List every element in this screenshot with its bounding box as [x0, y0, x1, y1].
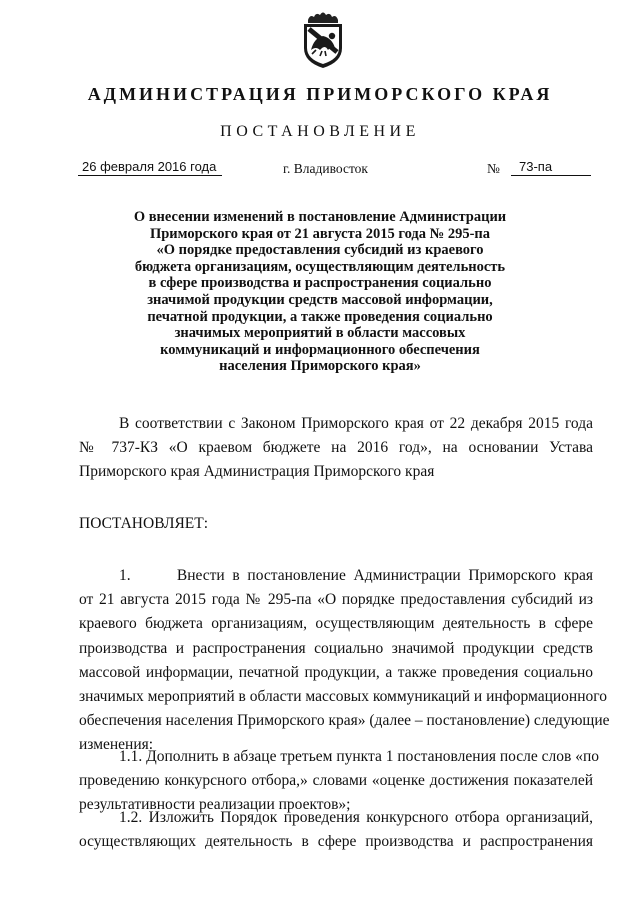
item-1-2-line: 1.2. Изложить Порядок проведения конкурсного отбора организаций,: [119, 809, 593, 826]
item-1-line: краевого бюджета организациям, осуществляющим деятельность в сфере: [79, 615, 593, 633]
title-line: коммуникаций и информационного обеспечения: [160, 341, 480, 358]
document-city: г. Владивосток: [283, 161, 368, 176]
item-1-paragraph: [79, 564, 610, 758]
item-1-line: обеспечения населения Приморского края» (далее – постановление) следующие: [79, 712, 610, 730]
resolves-text: ПОСТАНОВЛЯЕТ:: [79, 515, 209, 532]
title-line: Приморского края от 21 августа 2015 года № 295-па: [149, 225, 491, 242]
basis-line: В соответствии с Законом Приморского края от 22 декабря 2015 года: [119, 415, 593, 432]
item-1-2-line: осуществляющих деятельность в сфере производства и распространения: [79, 833, 593, 851]
title-line: печатной продукции, а также проведения социально: [147, 308, 493, 325]
basis-paragraph: [79, 412, 593, 485]
document-title: [130, 209, 510, 375]
organization-name: АДМИНИСТРАЦИЯ ПРИМОРСКОГО КРАЯ: [87, 84, 553, 104]
item-1-1-line: результативности реализации проектов»;: [79, 796, 351, 814]
item-1-line: значимых мероприятий в области массовых коммуникаций и информационного: [79, 688, 607, 706]
basis-line: Приморского края Администрация Приморского края: [79, 463, 435, 481]
item-1-line: массовой информации, печатной продукции, а также проведения социально: [79, 663, 593, 681]
item-1-line: 1. Внести в постановление Администрации Приморского края: [119, 567, 593, 584]
title-line: населения Приморского края»: [219, 358, 421, 375]
basis-line: № 737-КЗ «О краевом бюджете на 2016 год», на основании Устава: [79, 439, 593, 457]
coat-of-arms-emblem: [298, 6, 348, 70]
item-1-line: от 21 августа 2015 года № 295-па «О порядке предоставления субсидий из: [79, 591, 593, 609]
title-line: значимых мероприятий в области массовых: [174, 325, 466, 342]
title-line: О внесении изменений в постановление Администрации: [133, 209, 507, 225]
item-1-line: производства и распространения социально значимой продукции средств: [79, 639, 593, 657]
resolves-heading: [79, 512, 593, 536]
title-line: «О порядке предоставления субсидий из краевого: [156, 242, 484, 259]
item-1-1-line: 1.1. Дополнить в абзаце третьем пункта 1 постановления после слов «по: [119, 748, 600, 765]
document-type: ПОСТАНОВЛЕНИЕ: [220, 123, 420, 140]
document-number: 73-па: [511, 159, 591, 176]
title-line: бюджета организациям, осуществляющим деятельность: [134, 258, 506, 275]
title-line: значимой продукции средств массовой информации,: [147, 291, 493, 308]
item-1-2-paragraph: [79, 806, 593, 854]
item-1-line: изменения:: [79, 736, 154, 754]
item-1-1-line: проведению конкурсного отбора,» словами «оценке достижения показателей: [79, 772, 593, 790]
document-date: 26 февраля 2016 года: [78, 159, 222, 176]
title-line: в сфере производства и распространения социально: [148, 275, 492, 292]
document-number-label: №: [487, 161, 500, 176]
